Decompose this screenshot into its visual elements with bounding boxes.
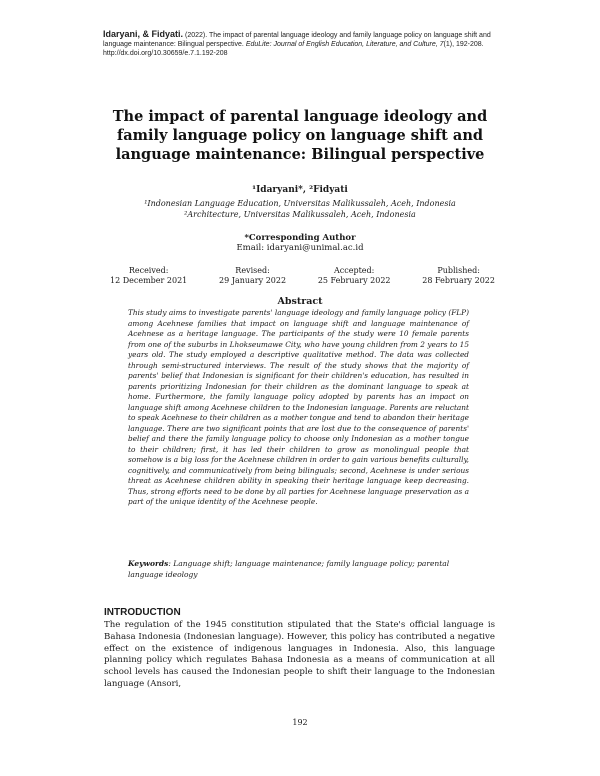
author-line: ¹Idaryani*, ²Fidyati xyxy=(252,185,348,195)
abstract-heading: Abstract xyxy=(277,296,323,307)
date-label: Revised: xyxy=(235,266,270,275)
header-citation: (2022). The impact of parental language ideology and family language policy on language shift and language maintenance: Bilingual perspective. xyxy=(103,32,491,48)
date-accepted xyxy=(318,266,391,286)
header-journal: EduLite: Journal of English Education, Literature, and Culture, 7 xyxy=(245,41,444,48)
introduction-text: The regulation of the 1945 constitution stipulated that the State's official language is Bahasa Indonesia (Indonesian language). However, this policy has contributed a negative effect on the existence of indigenous languages in Indonesia. Also, this language planning policy which regulates Bahasa Indonesia as a means of communication at all school levels has caused the Indonesian people to shift their language to the Indonesian language (Ansori, xyxy=(104,620,495,689)
keywords-text: : Language shift; language maintenance; family language policy; parental language ideology xyxy=(128,559,450,579)
date-received xyxy=(110,266,187,286)
date-value: 28 February 2022 xyxy=(422,276,495,285)
date-value: 12 December 2021 xyxy=(110,276,188,285)
corresponding-email: Email: idaryani@unimal.ac.id xyxy=(236,243,364,253)
affiliation-2: ²Architecture, Universitas Malikussaleh, Aceh, Indonesia xyxy=(184,210,416,219)
date-published xyxy=(422,266,495,286)
publication-dates xyxy=(110,266,495,286)
paper-title: The impact of parental language ideology and family language policy on language shift and language maintenance: Bilingual perspective xyxy=(112,108,488,163)
keywords-label: Keywords xyxy=(128,559,169,568)
corresponding-author-label: *Corresponding Author xyxy=(244,233,356,243)
date-value: 29 January 2022 xyxy=(219,276,287,285)
header-doi: (1), 192-208. http://dx.doi.org/10.30659/e.7.1.192-208 xyxy=(103,41,484,57)
abstract-text: This study aims to investigate parents' language ideology and family language policy (FLP) among Acehnese families that impact on language shift and language maintenance of Acehnese as a heritage language. The participants of the study were 10 female parents from one of the suburbs in Lhokseumawe City, who have young children from 2 years to 15 years old. The study employed a descriptive qualitative method. The data was collected through semi-structured interviews. The result of the study shows that the majority of parents' belief that Indonesian is significant for their children's education, has resulted in parents prioritizing Indonesian for their children as the dominant language to speak at home. Furthermore, the family language policy adopted by parents has an impact on language shift among Acehnese children to the Indonesian language. Parents are reluctant to speak Acehnese to their children as a mother tongue and tend to abandon their heritage language. There are two significant points that are lost due to the consequence of parents' belief and there the family language policy to choose only Indonesian as a mother tongue to their children; first, it has led their children to grow as monolingual people that somehow is a big loss for the Acehnese children in order to gain various benefits culturally, cognitively, and communicatively from being bilinguals; second, Acehnese is under serious threat as Acehnese children ability in speaking their heritage language keep decreasing. Thus, strong efforts need to be done by all parties for Acehnese language preservation as a part of the unique identity of the Acehnese people. xyxy=(128,308,469,506)
page-number: 192 xyxy=(292,718,308,727)
affiliation-1: ¹Indonesian Language Education, Universitas Malikussaleh, Aceh, Indonesia xyxy=(144,199,456,208)
date-label: Received: xyxy=(128,266,169,275)
running-header xyxy=(103,30,503,58)
keywords xyxy=(128,559,469,580)
date-label: Accepted: xyxy=(333,266,375,275)
header-authors: Idaryani, & Fidyati. xyxy=(103,29,184,39)
date-revised xyxy=(219,266,286,286)
date-value: 25 February 2022 xyxy=(317,276,391,285)
date-label: Published: xyxy=(437,266,480,275)
introduction-heading: INTRODUCTION xyxy=(104,607,181,618)
